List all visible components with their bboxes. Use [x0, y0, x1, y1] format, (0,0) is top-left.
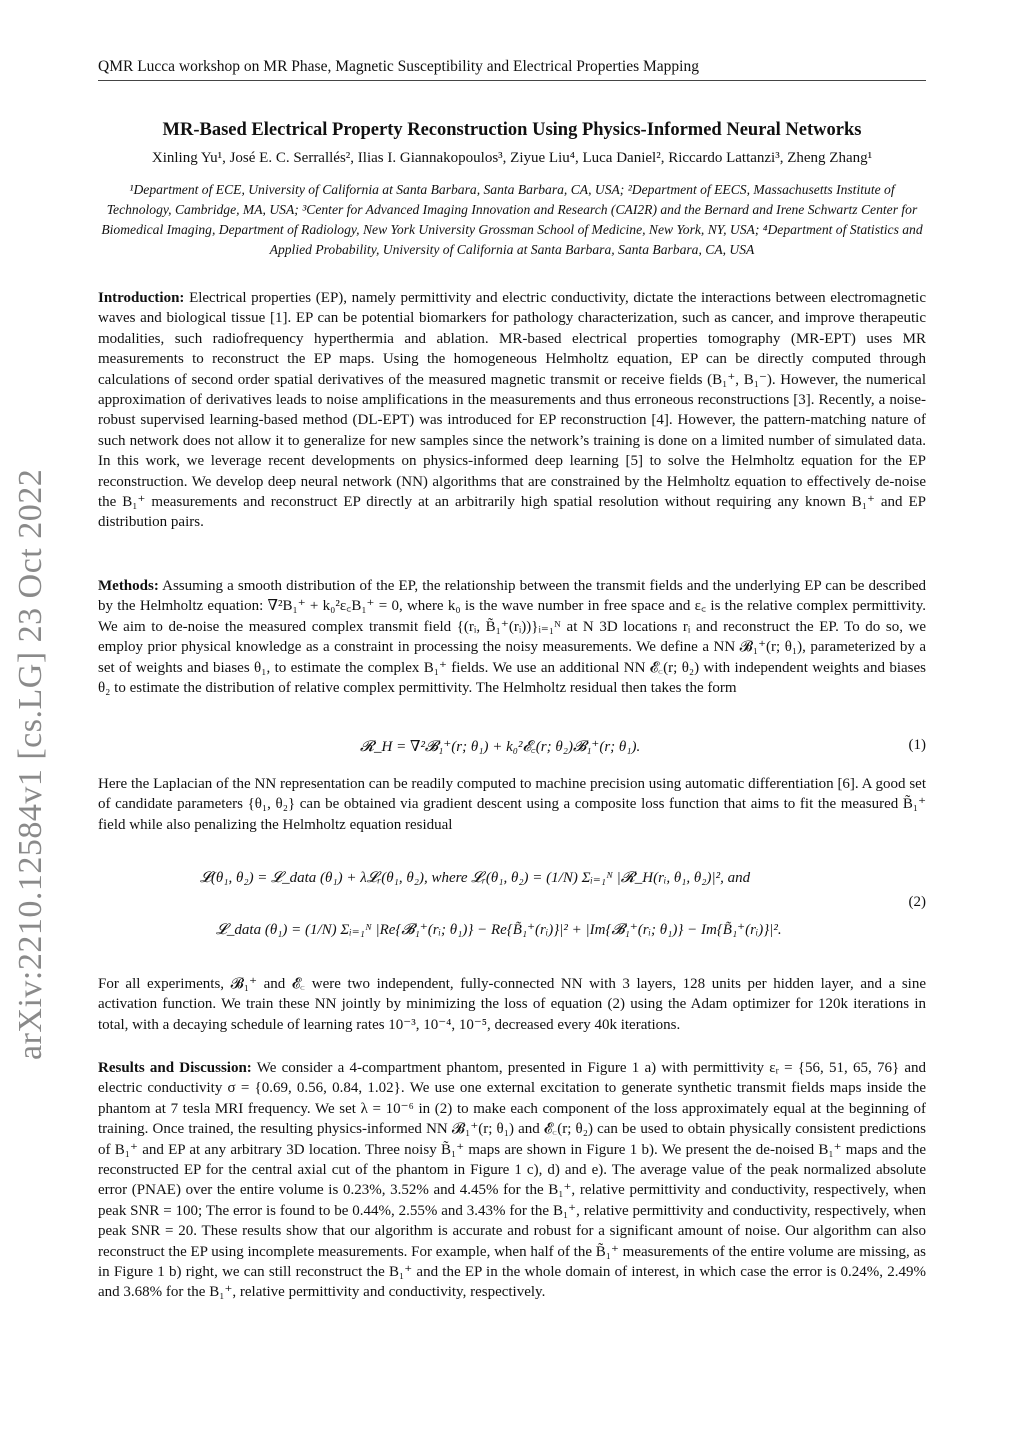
equation-1-number: (1): [908, 737, 926, 753]
methods-text-2: Here the Laplacian of the NN representation can be readily computed to machine precision using automatic differentiation [6]. A good set of candidate parameters {θ₁, θ₂} can be obtained via gradient descent using a composite loss function that aims to fit the measured B̃₁⁺ field while also penalizing the Helmholtz equation residual: [98, 776, 926, 833]
arxiv-watermark: arXiv:2210.12584v1 [cs.LG] 23 Oct 2022: [12, 468, 49, 1060]
equation-2-line-1: 𝓛(θ₁, θ₂) = 𝓛_data (θ₁) + λ𝓛ᵣ(θ₁, θ₂), where 𝓛ᵣ(θ₁, θ₂) = (1/N) Σᵢ₌₁ᴺ |𝓡_H(rᵢ, θ₁, θ₂)|², and: [200, 870, 751, 886]
author-list: Xinling Yu¹, José E. C. Serrallés², Ilias I. Giannakopoulos³, Ziyue Liu⁴, Luca Daniel², Riccardo Lattanzi³, Zheng Zhang¹: [151, 150, 873, 166]
paper-title: MR-Based Electrical Property Reconstruction Using Physics-Informed Neural Networks: [162, 120, 862, 140]
results-text: We consider a 4-compartment phantom, presented in Figure 1 a) with permittivity εᵣ = {56, 51, 65, 76} and electric conductivity σ = {0.69, 0.56, 0.84, 1.02}. We use one external excitation to generate synthetic transmit fields maps inside the phantom at 7 tesla MRI frequency. We set λ = 10⁻⁶ in (2) to make each component of the loss approximately equal at the beginning of training. Once trained, the resulting physics-informed NN 𝓑₁⁺(r; θ₁) and 𝓔꜀(r; θ₂) can be used to obtain physically consistent predictions of B₁⁺ and EP at any arbitrary 3D location. Three noisy B̃₁⁺ maps are shown in Figure 1 b). We present the de-noised B₁⁺ maps and the reconstructed EP for the central axial cut of the phantom in Figure 1 c), d) and e). The average value of the peak normalized absolute error (PNAE) over the entire volume is 0.23%, 3.52% and 4.45% for the B₁⁺, relative permittivity and conductivity, respectively, when peak SNR = 100; The error is found to be 0.44%, 2.55% and 3.43% for the B₁⁺, relative permittivity and conductivity, respectively, when peak SNR = 20. These results show that our algorithm is accurate and robust for a significant amount of noise. Our algorithm can also reconstruct the EP using incomplete measurements. For example, when half of the B̃₁⁺ measurements of the entire volume are missing, as in Figure 1 b) right, we can still reconstruct the B₁⁺ and the EP in the whole domain of interest, in which case the error is 0.24%, 2.49% and 3.68% for the B₁⁺, relative permittivity and conductivity, respectively.: [98, 1060, 927, 1301]
introduction-text: Electrical properties (EP), namely permittivity and electric conductivity, dictate the interactions between electromagnetic waves and biological tissue [1]. EP can be potential biomarkers for pathology characterization, such as cancer, and improve therapeutic modalities, such radiofrequency hyperthermia and ablation. MR-based electrical properties tomography (MR-EPT) uses MR measurements to reconstruct the EP maps. Using the homogeneous Helmholtz equation, EP can be directly computed through calculations of second order spatial derivatives of the measured magnetic transmit or receive fields (B₁⁺, B₁⁻). However, the numerical approximation of derivatives leads to noise amplifications in the measurements and thus erroneous reconstructions [3]. Recently, a noise-robust supervised learning-based method (DL-EPT) was introduced for EP reconstruction [4]. However, the pattern-matching nature of such network does not allow it to generalize for new samples since the network’s training is done on a limited number of simulated data. In this work, we leverage recent developments on physics-informed deep learning [5] to solve the Helmholtz equation for the EP reconstruction. We develop deep neural network (NN) algorithms that are constrained by the Helmholtz equation to effectively de-noise the B₁⁺ measurements and reconstruct EP directly at an arbitrarily high spatial resolution without requiring any known B₁⁺ and EP distribution pairs.: [98, 290, 927, 531]
affiliations: ¹Department of ECE, University of California at Santa Barbara, Santa Barbara, CA, USA; ²Department of EECS, Massachusetts Institute of Technology, Cambridge, MA, USA; ³Center for Advanced Imaging Innovation and Research (CAI2R) and the Bernard and Irene Schwartz Center for Biomedical Imaging, Department of Radiology, New York University Grossman School of Medicine, New York, NY, USA; ⁴Department of Statistics and Applied Probability, University of California at Santa Barbara, Santa Barbara, CA, USA: [101, 182, 923, 257]
introduction-section: [98, 288, 926, 533]
equation-1: [98, 737, 926, 759]
methods-text-3: For all experiments, 𝓑₁⁺ and 𝓔꜀ were two independent, fully-connected NN with 3 layers, 128 units per hidden layer, and a sine activation function. We train these NN jointly by minimizing the loss of equation (2) using the Adam optimizer for 120k iterations in total, with a decaying schedule of learning rates 10⁻³, 10⁻⁴, 10⁻⁵, decreased every 40k iterations.: [98, 976, 926, 1033]
results-section: [98, 1058, 926, 1303]
equation-2: [98, 868, 926, 944]
methods-text: Assuming a smooth distribution of the EP, the relationship between the transmit fields and the underlying EP can be described by the Helmholtz equation: ∇²B₁⁺ + k₀²ε꜀B₁⁺ = 0, where k₀ is the wave number in free space and ε꜀ is the relative complex permittivity. We aim to de-noise the measured complex transmit field {(rᵢ, B̃₁⁺(rᵢ))}ᵢ₌₁ᴺ at N 3D locations rᵢ and reconstruct the EP. To do so, we employ prior physical knowledge as a constraint in processing the noisy measurements. We define a NN 𝓑₁⁺(r; θ₁), parameterized by a set of weights and biases θ₁, to estimate the complex B₁⁺ fields. We use an additional NN 𝓔꜀(r; θ₂) with independent weights and biases θ₂ to estimate the distribution of relative complex permittivity. The Helmholtz residual then takes the form: [98, 578, 926, 697]
equation-1-body: 𝓡_H = ∇²𝓑₁⁺(r; θ₁) + k₀²𝓔꜀(r; θ₂)𝓑₁⁺(r; θ₁).: [360, 739, 641, 755]
introduction-heading: Introduction:: [98, 290, 185, 306]
methods-section: [98, 576, 926, 698]
equation-2-number: (2): [908, 894, 926, 910]
running-header: QMR Lucca workshop on MR Phase, Magnetic Susceptibility and Electrical Properties Mapping: [98, 58, 926, 81]
results-heading: Results and Discussion:: [98, 1060, 252, 1076]
methods-heading: Methods:: [98, 578, 159, 594]
equation-2-line-2: 𝓛_data (θ₁) = (1/N) Σᵢ₌₁ᴺ |Re{𝓑₁⁺(rᵢ; θ₁)} − Re{B̃₁⁺(rᵢ)}|² + |Im{𝓑₁⁺(rᵢ; θ₁)} − Im{B̃₁⁺(rᵢ)}|².: [216, 922, 782, 938]
